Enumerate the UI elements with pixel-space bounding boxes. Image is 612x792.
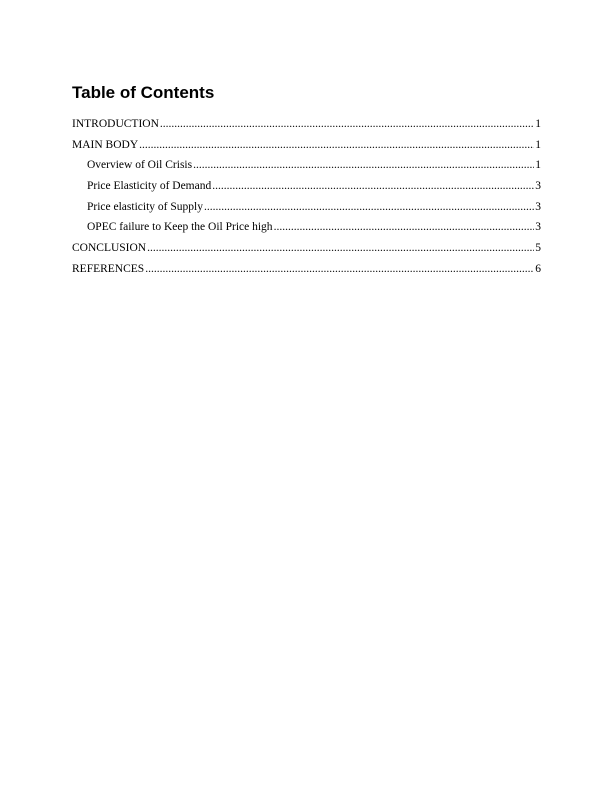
toc-entry-opec-failure[interactable] bbox=[72, 217, 541, 238]
toc-entry-price-elasticity-of-demand[interactable] bbox=[72, 176, 541, 197]
toc-title: Table of Contents bbox=[72, 83, 215, 102]
toc-page-number: 6 bbox=[535, 262, 541, 275]
toc-page-number: 3 bbox=[535, 180, 541, 193]
toc-entry-label: Price elasticity of Supply bbox=[87, 200, 203, 213]
toc-entry-label: Price Elasticity of Demand bbox=[87, 180, 212, 193]
toc-page-number: 5 bbox=[535, 242, 541, 255]
toc-entry-references[interactable] bbox=[72, 259, 541, 280]
toc-dot-leader bbox=[147, 238, 534, 259]
toc-page-number: 3 bbox=[535, 221, 541, 234]
toc-page-number: 1 bbox=[535, 118, 541, 130]
toc-page-number: 3 bbox=[535, 200, 541, 213]
toc-page-number: 1 bbox=[535, 159, 541, 172]
toc-list bbox=[72, 114, 541, 280]
toc-dot-leader bbox=[274, 217, 535, 238]
toc-entry-price-elasticity-of-supply[interactable] bbox=[72, 197, 541, 218]
toc-entry-main-body[interactable] bbox=[72, 135, 541, 156]
toc-entry-introduction[interactable] bbox=[72, 114, 541, 135]
toc-dot-leader bbox=[160, 114, 534, 135]
toc-entry-overview-of-oil-crisis[interactable] bbox=[72, 155, 541, 176]
toc-dot-leader bbox=[212, 176, 534, 197]
toc-entry-label: MAIN BODY bbox=[72, 138, 139, 151]
toc-page-number: 1 bbox=[535, 138, 541, 151]
toc-dot-leader bbox=[145, 259, 534, 280]
toc-dot-leader bbox=[139, 135, 534, 156]
toc-entry-label: INTRODUCTION bbox=[72, 118, 159, 130]
toc-dot-leader bbox=[193, 155, 534, 176]
toc-entry-label: CONCLUSION bbox=[72, 242, 147, 255]
toc-entry-label: OPEC failure to Keep the Oil Price high bbox=[87, 221, 273, 234]
toc-entry-label: REFERENCES bbox=[72, 262, 145, 275]
toc-entry-label: Overview of Oil Crisis bbox=[87, 159, 193, 172]
toc-dot-leader bbox=[204, 197, 534, 218]
toc-entry-conclusion[interactable] bbox=[72, 238, 541, 259]
